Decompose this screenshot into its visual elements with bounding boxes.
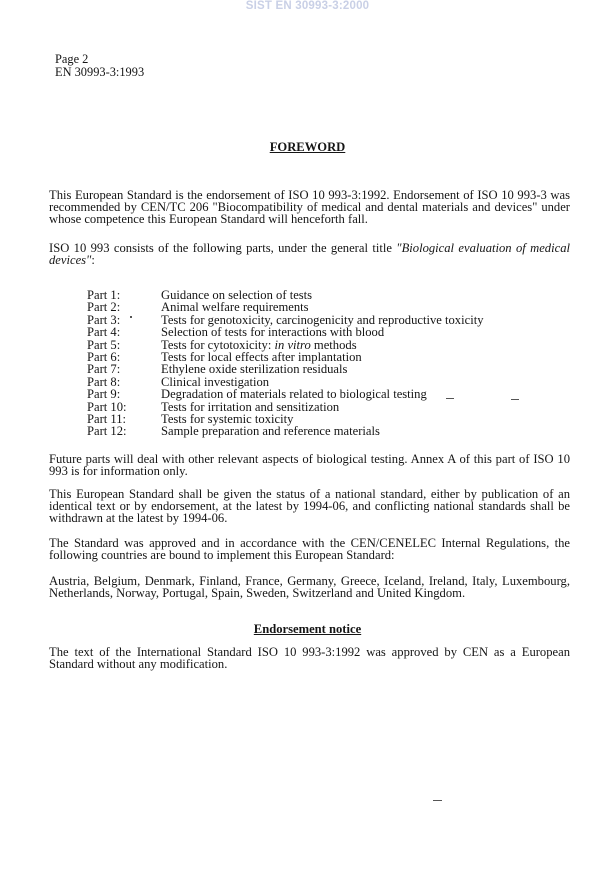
part-number: Part 11: (87, 411, 127, 426)
scan-speck (446, 398, 454, 399)
part-title: Selection of tests for interactions with blood (161, 325, 385, 340)
part-number: Part 1: (87, 288, 121, 302)
part-title: Clinical investigation (161, 374, 270, 389)
general-title: "Biological evaluation of medical devices" (49, 241, 570, 267)
part-number: Part 3: (87, 312, 121, 327)
part-title: Degradation of materials related to biological testing (161, 387, 427, 402)
foreword-heading: FOREWORD (269, 140, 346, 154)
part-number: Part 10: (87, 399, 127, 414)
part-item (87, 301, 484, 313)
endorsement-heading: Endorsement notice (253, 622, 362, 636)
foreword-paragraph-3: Future parts will deal with other relevant aspects of biological testing. Annex A of this part of ISO 10 993 is for information only. (49, 452, 570, 478)
foreword-paragraph-1: This European Standard is the endorsement of ISO 10 993-3:1992. Endorsement of ISO 10 993-3 was recommended by CEN/TC 206 "Biocompatibility of medical and dental materials and devices" under whose competence this European Standard will henceforth fall. (49, 188, 570, 226)
part-number: Part 6: (87, 349, 121, 364)
foreword-paragraph-5: The Standard was approved and in accordance with the CEN/CENELEC Internal Regulations, the following countries are bound to implement this European Standard: (49, 536, 570, 562)
part-title: Tests for local effects after implantation (161, 349, 362, 364)
part-title: Guidance on selection of tests (161, 288, 313, 302)
foreword-paragraph-4: This European Standard shall be given the status of a national standard, either by publication of an identical text or by endorsement, at the latest by 1994-06, and conflicting national standards shall be withdrawn at the latest by 1994-06. (49, 487, 570, 525)
part-number: Part 4: (87, 325, 121, 340)
part-title-suffix: methods (310, 337, 357, 352)
foreword-paragraph-2 (49, 242, 570, 266)
paragraph-2-prefix: ISO 10 993 consists of the following parts, under the general title (49, 241, 397, 255)
part-item (87, 425, 484, 437)
paragraph-2-suffix: : (91, 253, 95, 267)
part-number: Part 7: (87, 362, 121, 377)
countries-list: Austria, Belgium, Denmark, Finland, France, Germany, Greece, Iceland, Ireland, Italy, Luxembourg, Netherlands, Norway, Portugal, Spain, Sweden, Switzerland and United Kingdom. (49, 574, 570, 600)
page-number: Page 2 (55, 52, 89, 66)
part-title: Ethylene oxide sterilization residuals (161, 362, 348, 377)
part-item (87, 388, 484, 400)
part-title: Tests for irritation and sensitization (161, 399, 340, 414)
part-title: Animal welfare requirements (161, 300, 309, 315)
part-number: Part 8: (87, 374, 121, 389)
endorsement-text: The text of the International Standard ISO 10 993-3:1992 was approved by CEN as a European Standard without any modification. (49, 645, 570, 671)
document-id: EN 30993-3:1993 (55, 65, 145, 79)
part-title-italic: in vitro (274, 337, 311, 352)
part-number: Part 2: (87, 300, 121, 315)
part-item (87, 363, 484, 375)
scan-speck (130, 316, 132, 318)
page-header (55, 53, 144, 79)
part-number: Part 12: (87, 424, 127, 439)
part-number: Part 5: (87, 337, 121, 352)
scan-speck (433, 800, 442, 801)
part-title: Tests for systemic toxicity (161, 411, 294, 426)
scan-speck (511, 399, 519, 400)
watermark: SIST EN 30993-3:2000 (245, 0, 370, 12)
part-number: Part 9: (87, 387, 121, 402)
part-title: Sample preparation and reference materials (161, 424, 380, 439)
parts-list (87, 289, 484, 438)
part-title: Tests for genotoxicity, carcinogenicity and reproductive toxicity (161, 312, 484, 327)
part-title-prefix: Tests for cytotoxicity: (161, 337, 275, 352)
